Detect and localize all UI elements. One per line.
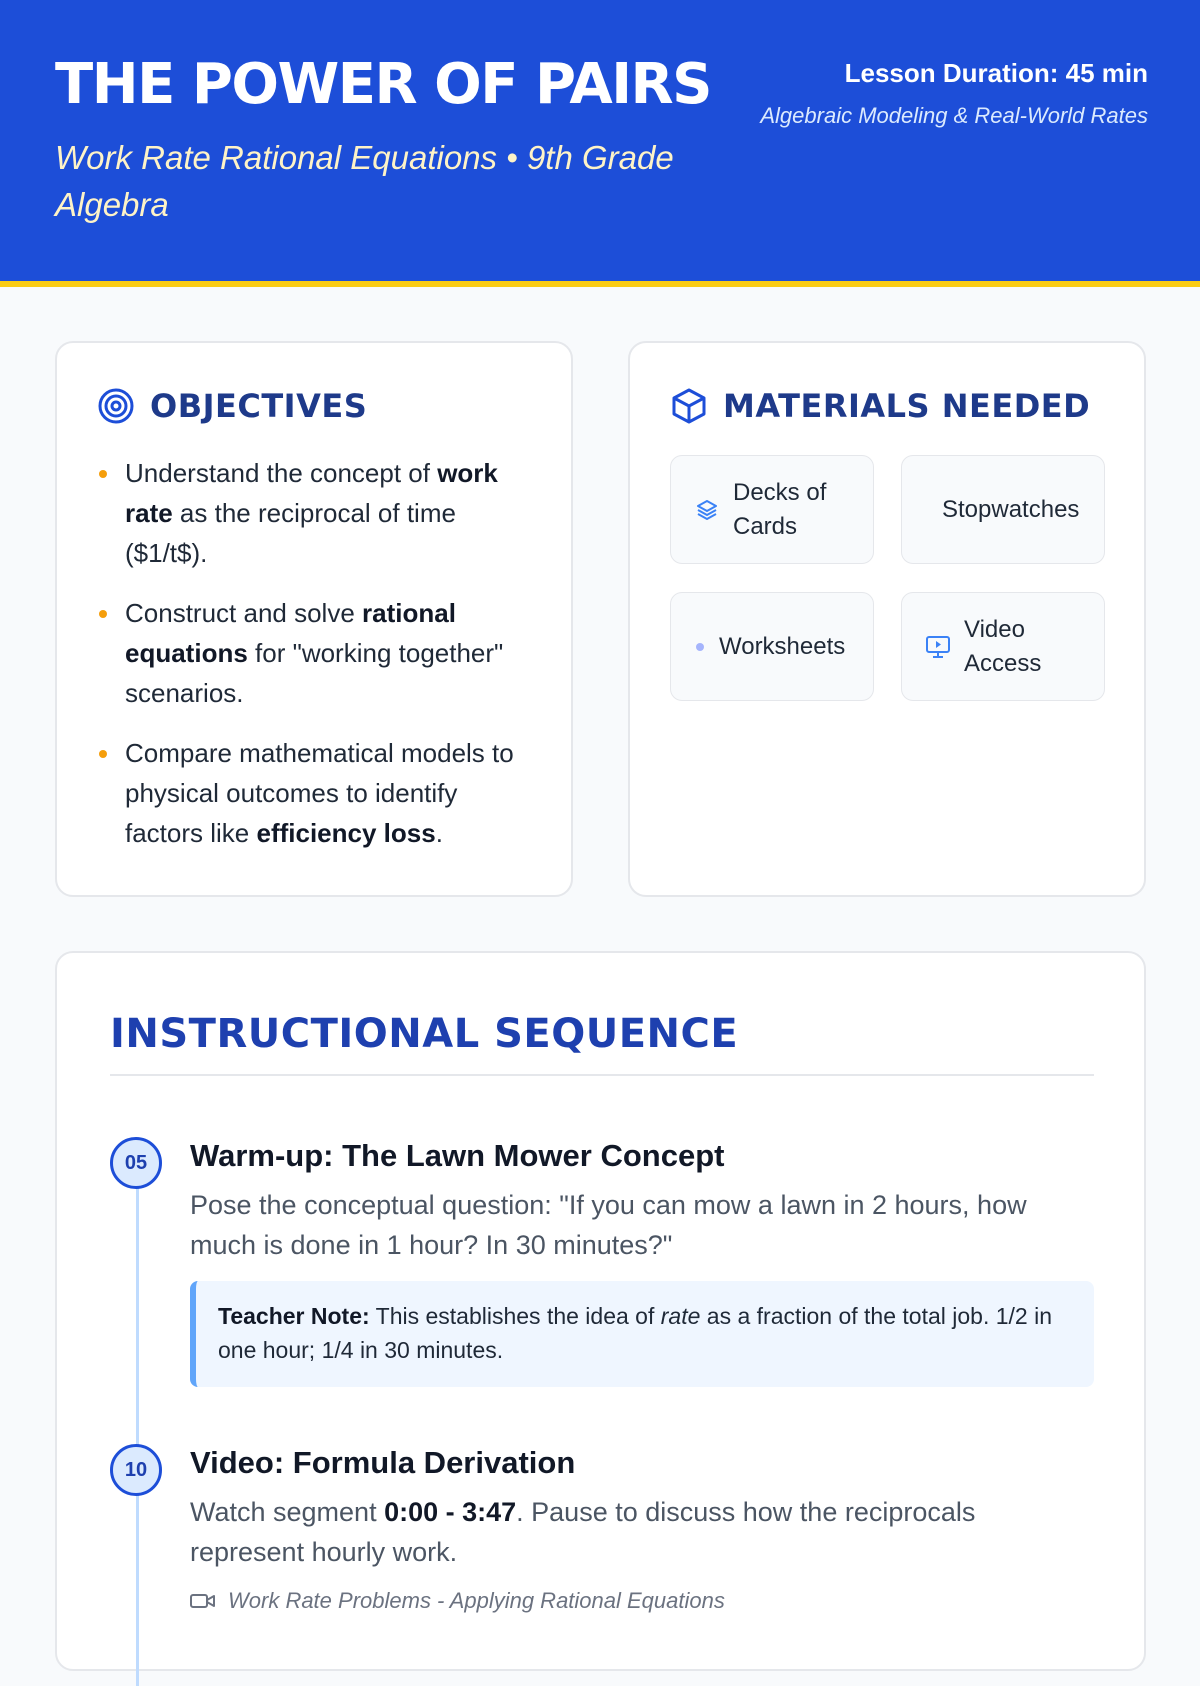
lesson-meta — [748, 58, 1148, 133]
lesson-duration: Lesson Duration: 45 min — [844, 58, 1148, 88]
material-label: Stopwatches — [942, 495, 1080, 523]
step-description: Watch segment 0:00 - 3:47. Pause to discuss how the reciprocals represent hourly work. — [190, 1497, 976, 1567]
materials-heading — [670, 387, 1090, 425]
material-video-access — [901, 592, 1105, 701]
materials-card — [628, 341, 1146, 897]
step-minutes-badge: 05 — [110, 1137, 162, 1189]
sequence-card — [55, 951, 1146, 1671]
materials-title: MATERIALS NEEDED — [723, 387, 1091, 425]
lesson-header — [0, 0, 1200, 287]
video-reference-title: Work Rate Problems - Applying Rational Equations — [228, 1588, 725, 1613]
layers-icon — [695, 498, 719, 522]
step-minutes-badge: 10 — [110, 1444, 162, 1496]
dot-icon — [695, 642, 705, 652]
objectives-card — [55, 341, 573, 897]
sequence-divider — [110, 1074, 1094, 1076]
lesson-title: THE POWER OF PAIRS — [55, 52, 711, 117]
objectives-list — [99, 453, 539, 873]
material-decks-of-cards — [670, 455, 874, 564]
teacher-note: Teacher Note: This establishes the idea of rate as a fraction of the total job. 1/2 in one hour; 1/4 in 30 minutes. — [190, 1281, 1094, 1387]
box-icon — [670, 387, 708, 425]
target-icon — [97, 387, 135, 425]
step-title: Warm-up: The Lawn Mower Concept — [190, 1138, 725, 1173]
objective-item: Compare mathematical models to physical outcomes to identify factors like efficiency loss. — [99, 733, 539, 853]
lesson-subtitle: Work Rate Rational Equations • 9th Grade Algebra — [55, 139, 674, 223]
sequence-step — [110, 1137, 1094, 1387]
video-camera-icon — [190, 1591, 216, 1611]
video-reference-link[interactable] — [190, 1588, 1094, 1614]
monitor-play-icon — [925, 634, 951, 660]
objectives-title: OBJECTIVES — [150, 387, 368, 425]
material-stopwatches — [901, 455, 1105, 564]
step-title: Video: Formula Derivation — [190, 1445, 576, 1480]
material-label: Worksheets — [719, 632, 846, 660]
step-description: Pose the conceptual question: "If you can mow a lawn in 2 hours, how much is done in 1 hour? In 30 minutes?" — [190, 1190, 1027, 1260]
material-label: Video Access — [964, 615, 1042, 677]
objective-item: Understand the concept of work rate as the reciprocal of time ($1/t$). — [99, 453, 539, 573]
lesson-focus: Algebraic Modeling & Real-World Rates — [760, 103, 1148, 128]
sequence-title: INSTRUCTIONAL SEQUENCE — [110, 1011, 739, 1057]
objectives-heading — [97, 387, 367, 425]
material-label: Decks of Cards — [733, 478, 827, 540]
objective-item: Construct and solve rational equations for "working together" scenarios. — [99, 593, 539, 713]
sequence-step — [110, 1444, 1094, 1614]
material-worksheets — [670, 592, 874, 701]
